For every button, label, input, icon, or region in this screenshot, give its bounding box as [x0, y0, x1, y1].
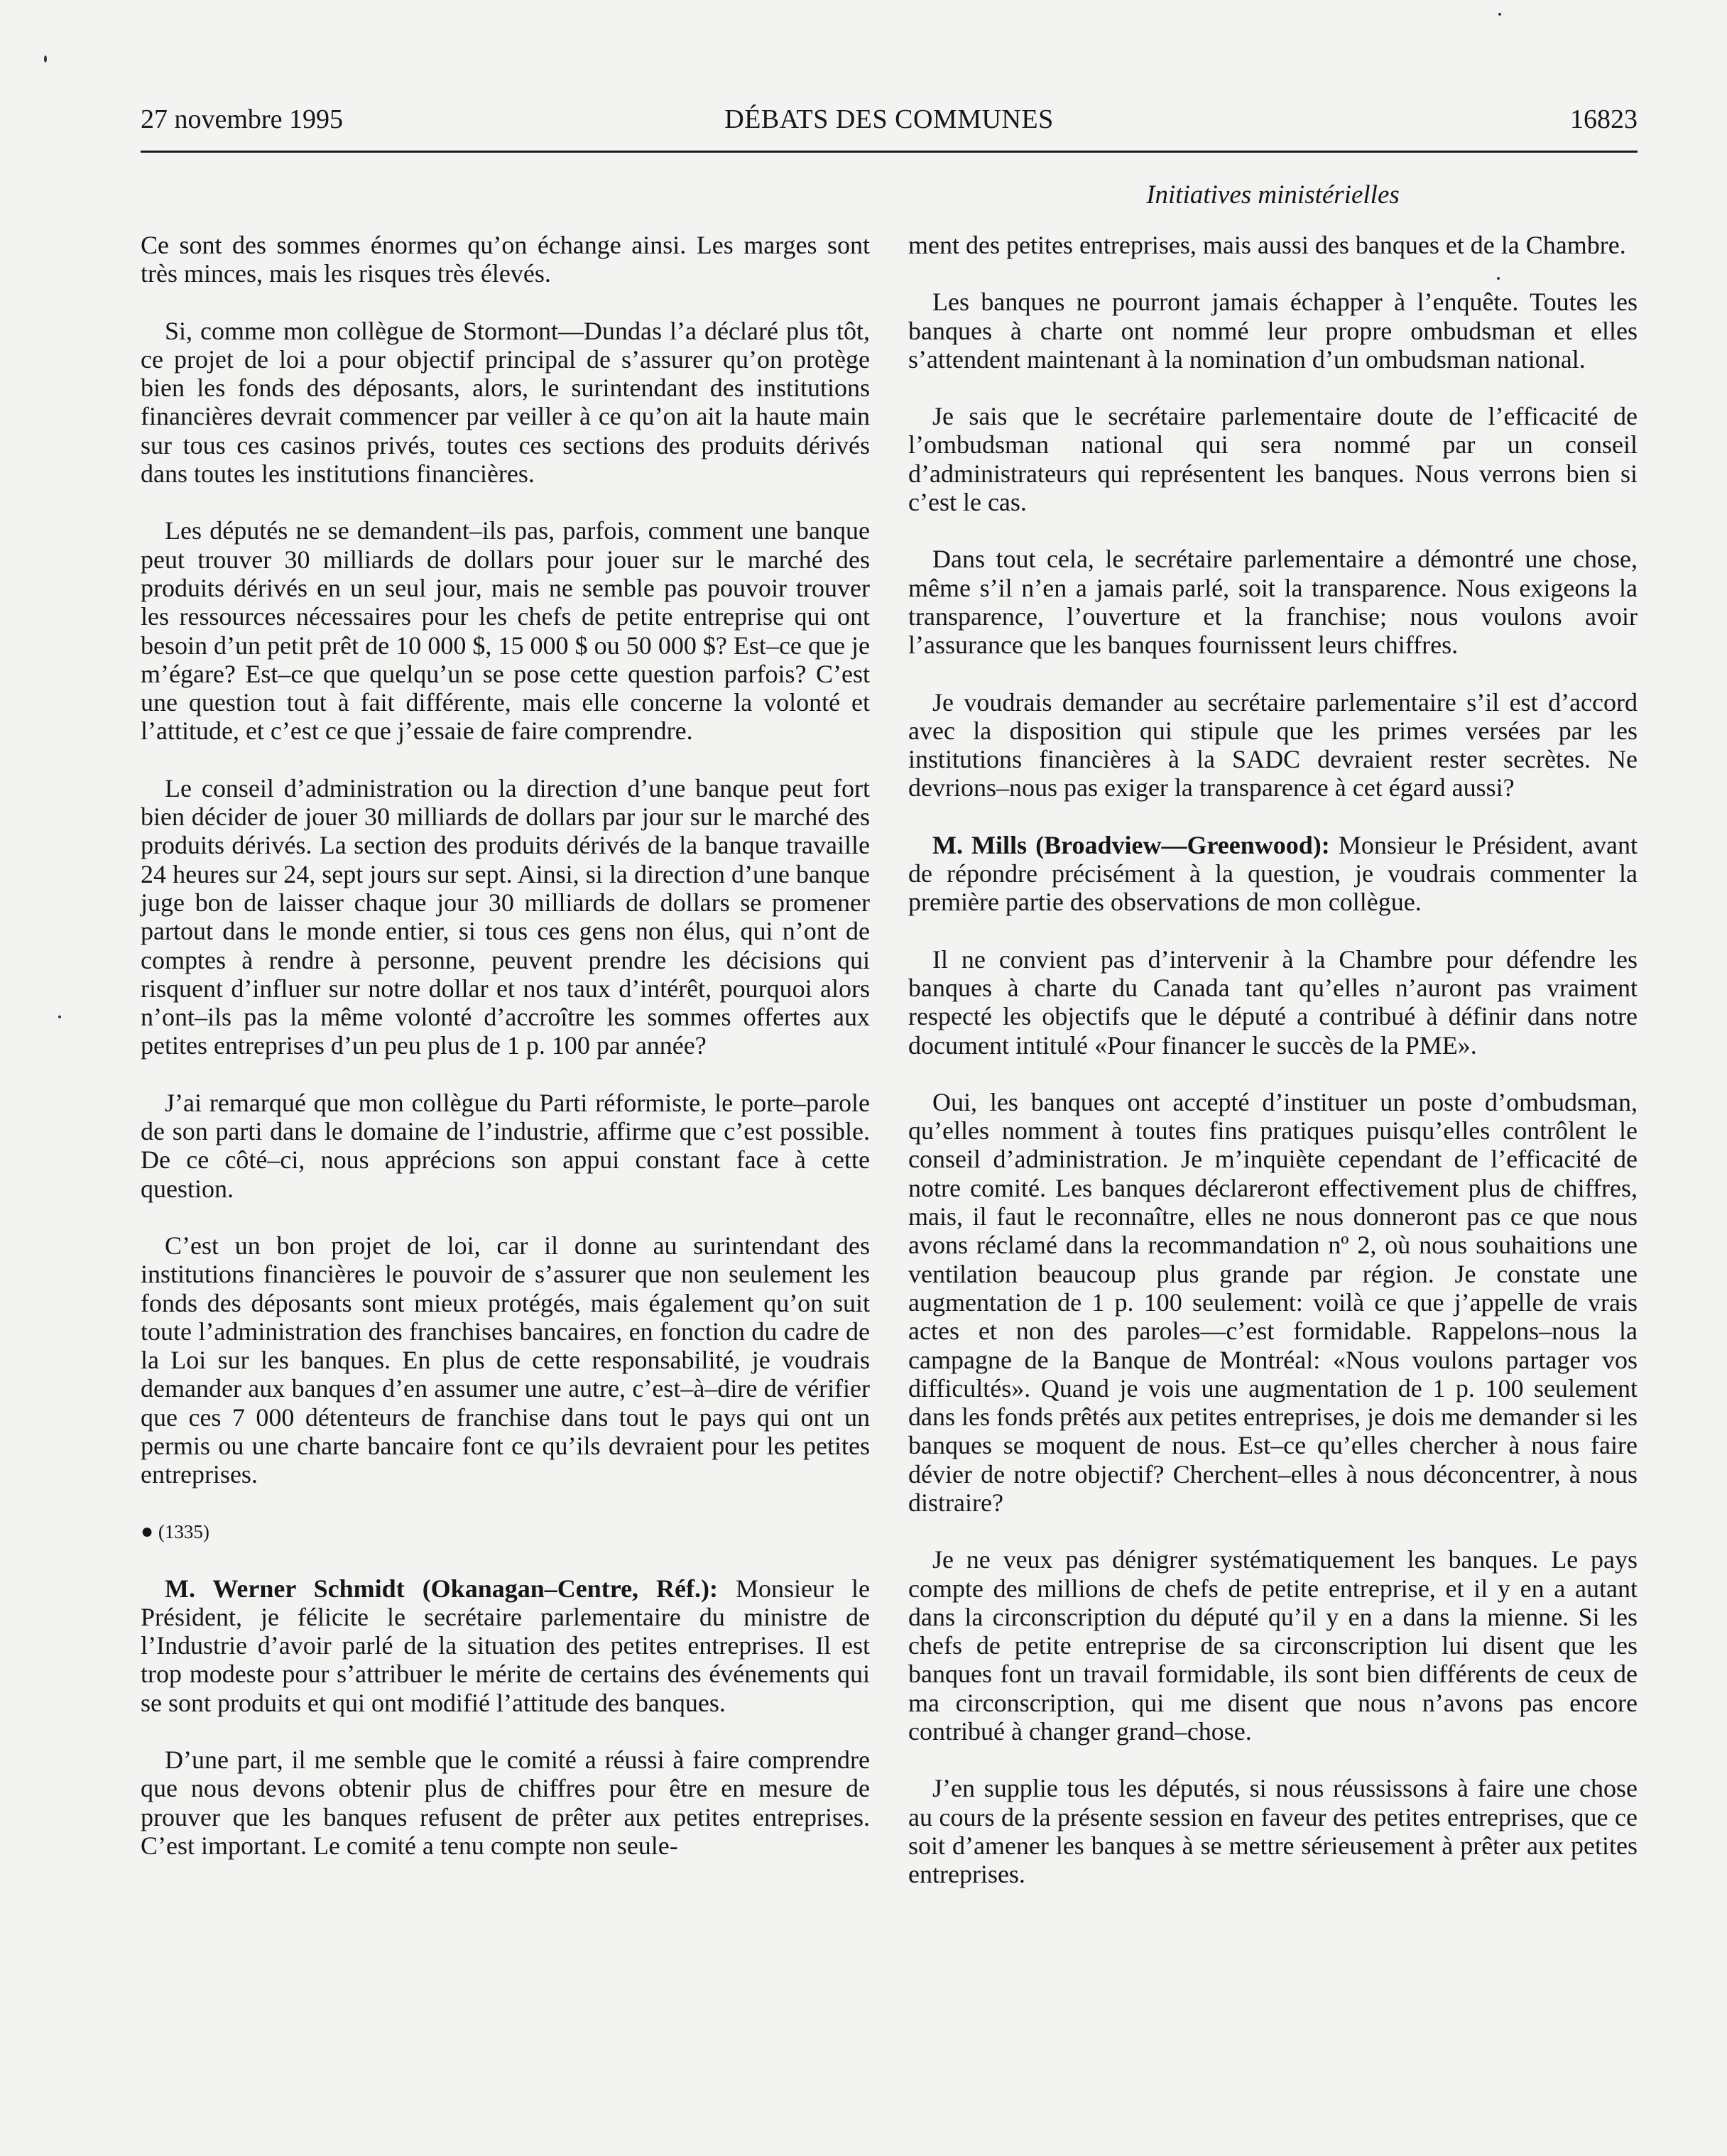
time-marker-bullet: ● — [141, 1519, 154, 1543]
scan-speck — [44, 55, 47, 62]
paragraph: Oui, les banques ont accepté d’instituer un poste d’ombudsman, qu’elles nomment à toutes fins pratiques puisqu’elles contrôlent le conseil d’administration. Je m’inquiète cependant de l’efficacité de notre comité. Les banques déclareront effectivement plus de chiffres, mais, il faut le reconnaître, elles ne nous donneront pas ce que nous avons réclamé dans la recommandation nº 2, où nous souhaitions une ventilation beaucoup plus grande par région. Je constate une augmentation de 1 p. 100 seulement: voilà ce que j’appelle de vrais actes et non des paroles—c’est formidable. Rappelons–nous la campagne de la Banque de Montréal: «Nous voulons partager vos difficultés». Quand je vois une augmentation de 1 p. 100 seulement dans les fonds prêtés aux petites entreprises, je dois me demander si les banques se moquent de nous. Est–ce qu’elles chercher à nous faire dévier de notre objectif? Cherchent–elles à nous déconcentrer, à nous distraire? — [908, 1087, 1638, 1517]
paragraph: Le conseil d’administration ou la direction d’une banque peut fort bien décider de jouer 30 milliards de dollars par jour sur le marché des produits dérivés. La section des produits dérivés de la banque travaille 24 heures sur 24, sept jours sur sept. Ainsi, si la direction d’une banque juge bon de laisser chaque jour 30 milliards de dollars se promener partout dans le monde entier, si tous ces gens non élus, qui n’ont de comptes à rendre à personne, peuvent prendre les décisions qui risquent d’influer sur notre dollar et nos taux d’intérêt, pourquoi alors n’ont–ils pas la même volonté d’accroître les sommes offertes aux petites entreprises d’un peu plus de 1 p. 100 par année? — [141, 773, 870, 1060]
paragraph: Je ne veux pas dénigrer systématiquement les banques. Le pays compte des millions de chefs de petite entreprise, et il y en a autant dans la circonscription du député qu’il y en a dans la mienne. Si les chefs de petite entreprise de sa circonscription lui disent que les banques font un travail formidable, ils sont bien différents de ceux de ma circonscription, qui me disent que nous n’avons pas encore contribué à changer grand–chose. — [908, 1545, 1638, 1746]
paragraph: D’une part, il me semble que le comité a réussi à faire comprendre que nous devons obtenir plus de chiffres pour être en mesure de prouver que les banques refusent de prêter aux petites entreprises. C’est important. Le comité a tenu compte non seule- — [141, 1746, 870, 1860]
scan-speck — [1498, 13, 1501, 16]
paragraph: Les députés ne se demandent–ils pas, parfois, comment une banque peut trouver 30 milliards de dollars pour jouer sur le marché des produits dérivés en un seul jour, mais ne semble pas pouvoir trouver les ressources nécessaires pour les chefs de petite entreprise qui ont besoin d’un petit prêt de 10 000 $, 15 000 $ ou 50 000 $? Est–ce que je m’égare? Est–ce que quelqu’un se pose cette question parfois? C’est une question tout à fait différente, mais elle concerne la volonté et l’attitude, et c’est ce que j’essaie de faire comprendre. — [141, 516, 870, 746]
paragraph: Dans tout cela, le secrétaire parlementaire a démontré une chose, même s’il n’en a jamais parlé, soit la transparence. Nous exigeons la transparence, l’ouverture et la franchise; nous voulons avoir l’assurance que les banques fournissent leurs chiffres. — [908, 545, 1638, 660]
paragraph: J’en supplie tous les députés, si nous réussissons à faire une chose au cours de la présente session en faveur des petites entreprises, que ce soit d’amener les banques à se mettre sérieusement à prêter aux petites entreprises. — [908, 1774, 1638, 1889]
scan-speck — [1497, 277, 1500, 280]
speaker-paragraph — [141, 1574, 870, 1717]
scan-speck — [58, 1016, 61, 1018]
paragraph: Je sais que le secrétaire parlementaire doute de l’efficacité de l’ombudsman national qui sera nommé par un conseil d’administrateurs qui représentent les banques. Nous verrons bien si c’est le cas. — [908, 402, 1638, 517]
speech-text: Monsieur le Président, je félicite le secrétaire parlementaire du ministre de l’Industrie d’avoir parlé de la situation des petites entreprises. Il est trop modeste pour s’attribuer le mérite de certains des événements qui se sont produits et qui ont modifié l’attitude des banques. — [141, 1574, 870, 1717]
speech-text: Monsieur le Président, avant de répondre précisément à la question, je voudrais commenter la première partie des observations de mon collègue. — [908, 830, 1638, 917]
speaker-paragraph — [908, 831, 1638, 917]
header-publication-title: DÉBATS DES COMMUNES — [724, 104, 1054, 134]
right-column — [908, 231, 1638, 1917]
paragraph: Les banques ne pourront jamais échapper à l’enquête. Toutes les banques à charte ont nommé leur propre ombudsman et elles s’attendent maintenant à la nomination d’un ombudsman national. — [908, 288, 1638, 374]
header-date: 27 novembre 1995 — [141, 104, 343, 134]
paragraph: C’est un bon projet de loi, car il donne au surintendant des institutions financières le pouvoir de s’assurer que non seulement les fonds des déposants sont mieux protégés, mais également qu’on suit toute l’administration des franchises bancaires, en fonction du cadre de la Loi sur les banques. En plus de cette responsabilité, je voudrais demander aux banques d’en assumer une autre, c’est–à–dire de vérifier que ces 7 000 détenteurs de franchise dans tout le pays qui ont un permis ou une charte bancaire font ce qu’ils devraient pour les petites entreprises. — [141, 1231, 870, 1489]
section-label: Initiatives ministérielles — [1146, 180, 1400, 209]
page-header — [141, 99, 1638, 139]
paragraph: Je voudrais demander au secrétaire parlementaire s’il est d’accord avec la disposition qui stipule que les primes versées par les institutions financières à la SADC devraient rester secrètes. Ne devrions–nous pas exiger la transparence à cet égard aussi? — [908, 687, 1638, 802]
header-rule — [141, 151, 1638, 153]
left-column — [141, 231, 870, 1888]
time-marker — [141, 1518, 870, 1546]
paragraph: Si, comme mon collègue de Stormont—Dundas l’a déclaré plus tôt, ce projet de loi a pour objectif principal de s’assurer qu’on protège bien les fonds des déposants, alors, le surintendant des institutions financières devrait commencer par veiller à ce qu’on ait la haute main sur tous ces casinos privés, toutes ces sections des produits dérivés dans toutes les institutions financières. — [141, 316, 870, 489]
paragraph: ment des petites entreprises, mais aussi des banques et de la Chambre. — [908, 231, 1626, 259]
time-marker-text: (1335) — [158, 1520, 209, 1542]
speaker-name: M. Mills (Broadview—Greenwood): — [932, 830, 1330, 859]
paragraph: Ce sont des sommes énormes qu’on échange ainsi. Les marges sont très minces, mais les risques très élevés. — [141, 231, 870, 288]
speaker-name: M. Werner Schmidt (Okanagan–Centre, Réf.): — [165, 1574, 718, 1603]
paragraph: Il ne convient pas d’intervenir à la Chambre pour défendre les banques à charte du Canada tant qu’elles n’auront pas vraiment respecté les objectifs que le député a contribué à définir dans notre document intitulé «Pour financer le succès de la PME». — [908, 944, 1638, 1060]
header-page-number: 16823 — [1570, 104, 1638, 134]
paragraph: J’ai remarqué que mon collègue du Parti réformiste, le porte–parole de son parti dans le domaine de l’industrie, affirme que c’est possible. De ce côté–ci, nous apprécions son appui constant face à cette question. — [141, 1088, 870, 1203]
